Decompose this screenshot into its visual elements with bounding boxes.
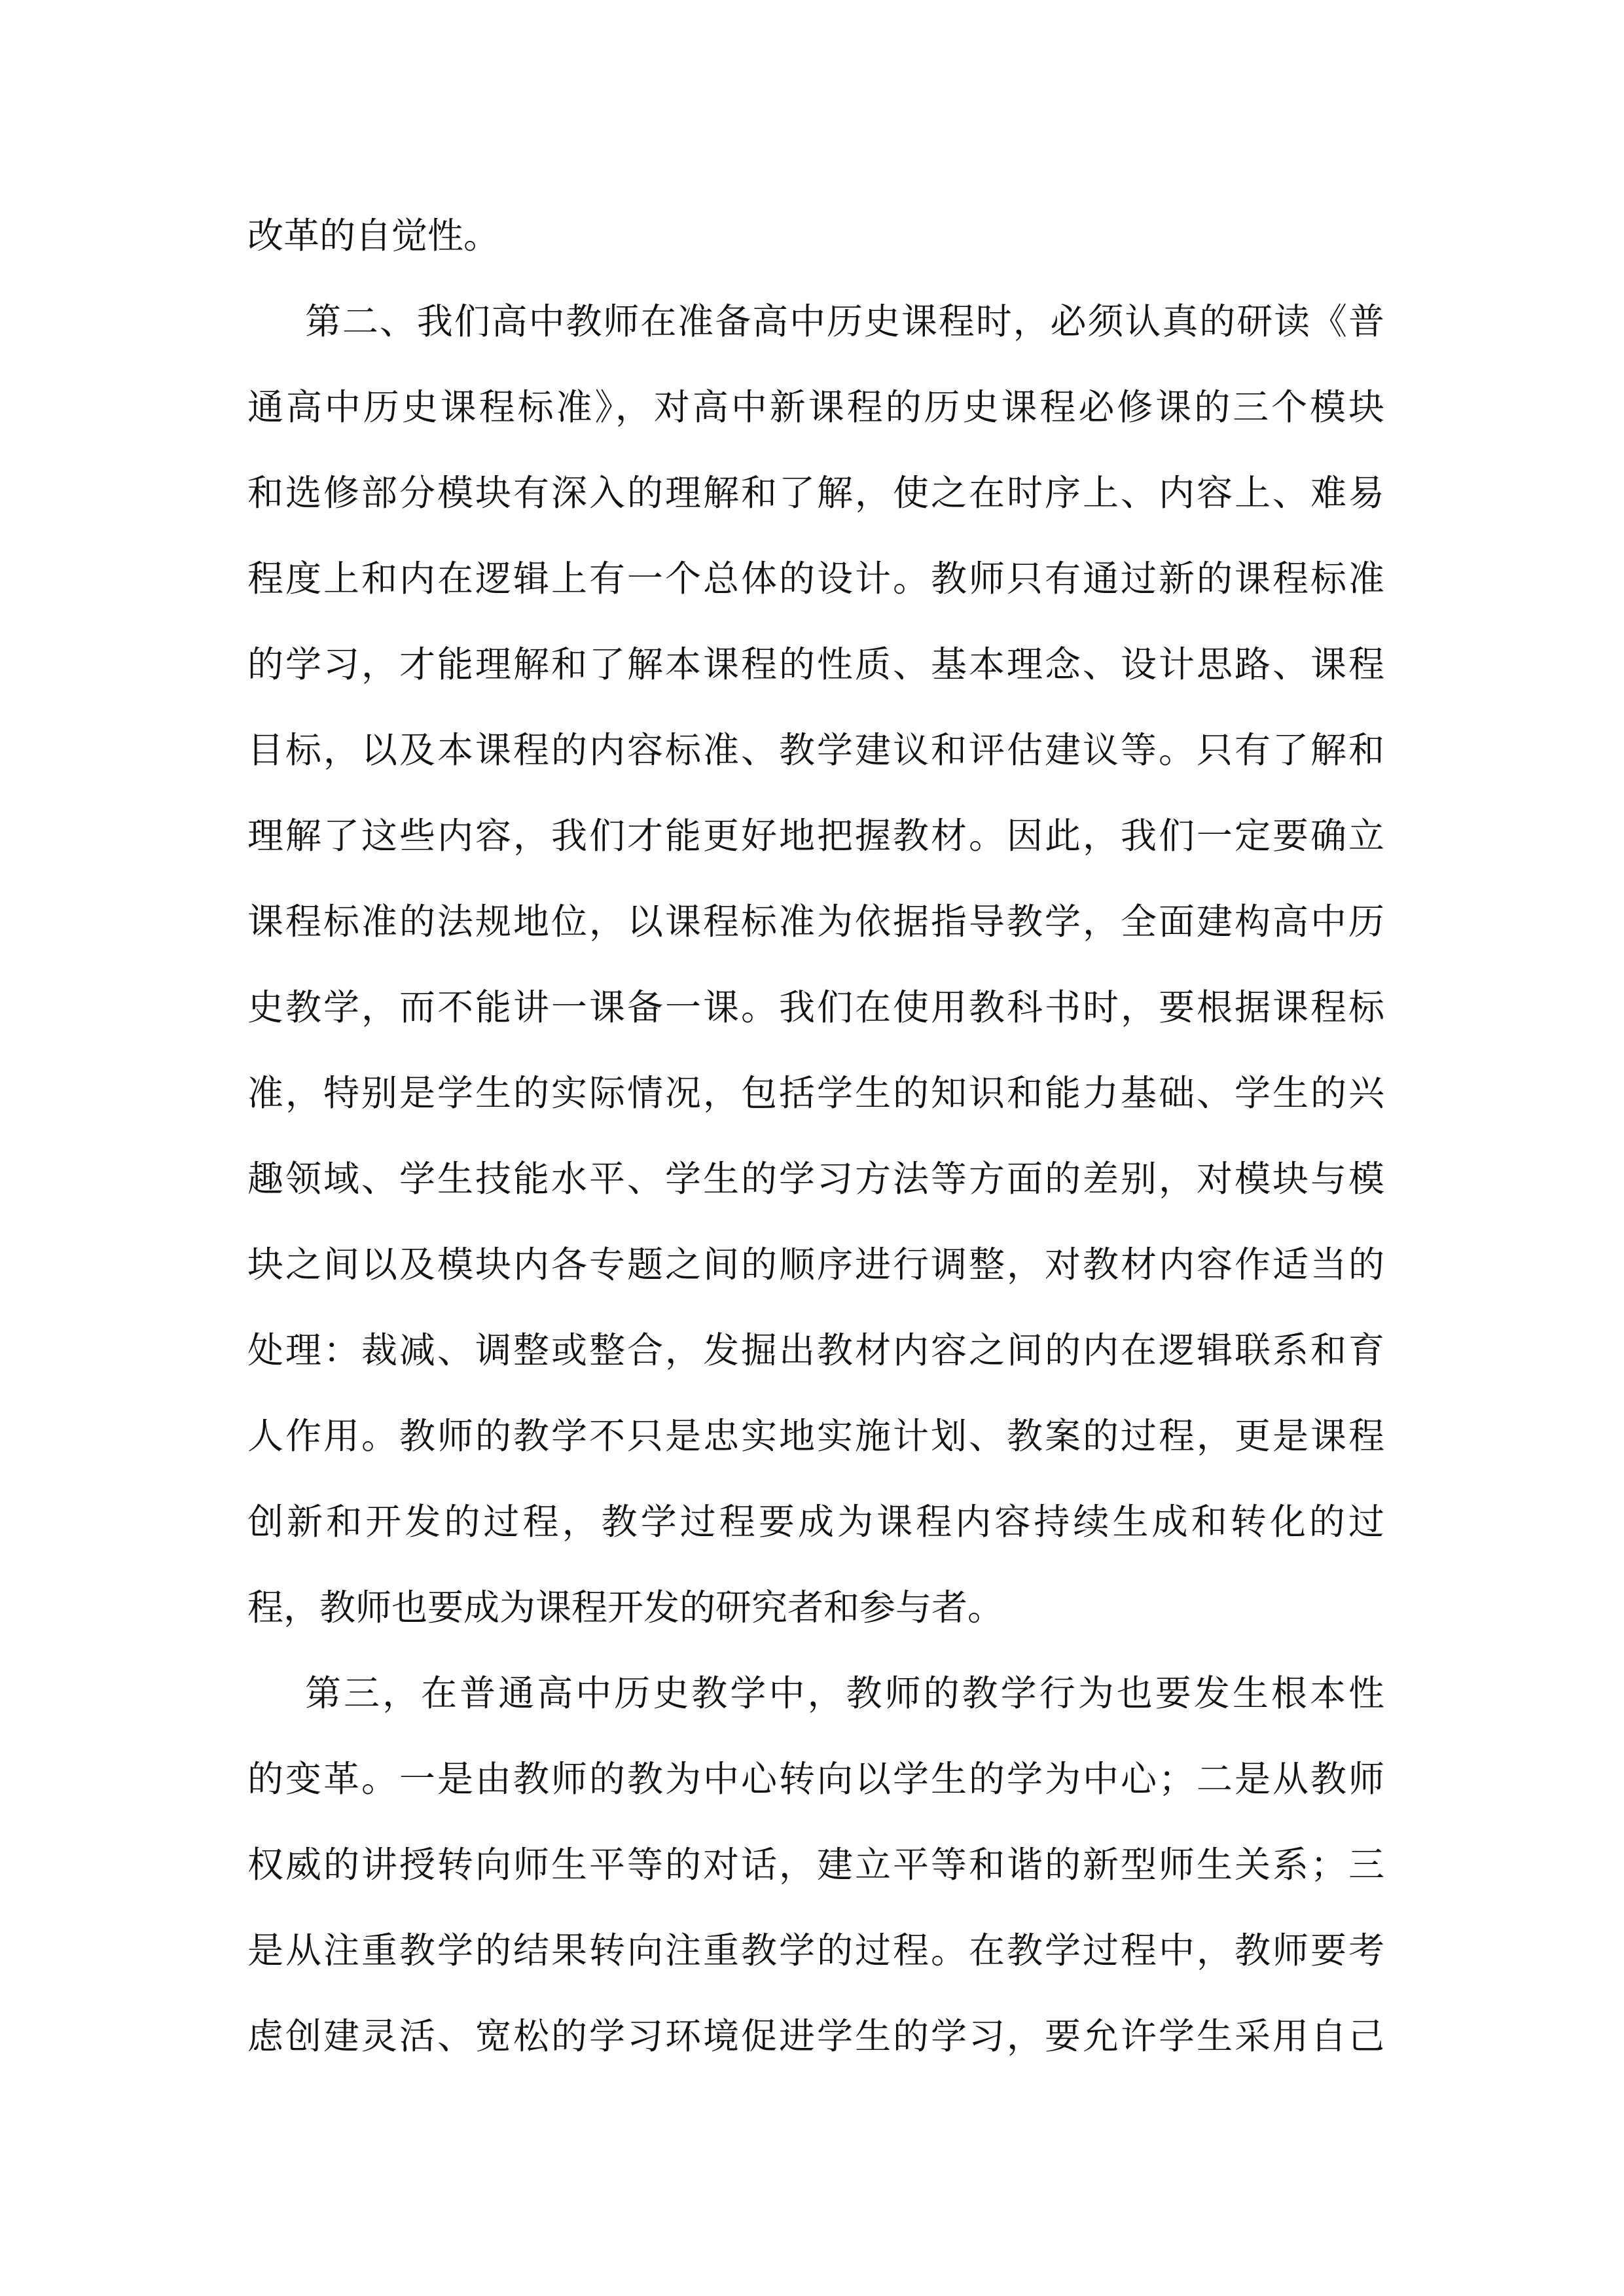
text-line: 是从注重教学的结果转向注重教学的过程。在教学过程中，教师要考 (247, 1929, 1384, 1971)
text-line: 块之间以及模块内各专题之间的顺序进行调整，对教材内容作适当的 (247, 1244, 1384, 1285)
text-line: 和选修部分模块有深入的理解和了解，使之在时序上、内容上、难易 (247, 472, 1384, 514)
text-line: 虑创建灵活、宽松的学习环境促进学生的学习，要允许学生采用自己 (247, 2015, 1384, 2057)
text-line: 课程标准的法规地位，以课程标准为依据指导教学，全面建构高中历 (247, 901, 1384, 942)
text-line: 处理：裁减、调整或整合，发掘出教材内容之间的内在逻辑联系和育 (247, 1329, 1384, 1371)
paragraph-3 (247, 1651, 1384, 2079)
text-line: 程，教师也要成为课程开发的研究者和参与者。 (247, 1587, 1004, 1628)
text-line: 的变革。一是由教师的教为中心转向以学生的学为中心；二是从教师 (247, 1758, 1384, 1800)
text-line: 程度上和内在逻辑上有一个总体的设计。教师只有通过新的课程标准 (247, 558, 1384, 600)
text-line: 第三，在普通高中历史教学中，教师的教学行为也要发生根本性 (305, 1672, 1384, 1714)
text-line: 趣领域、学生技能水平、学生的学习方法等方面的差别，对模块与模 (247, 1158, 1384, 1200)
text-line: 权威的讲授转向师生平等的对话，建立平等和谐的新型师生关系；三 (247, 1844, 1384, 1886)
paragraph-2 (247, 279, 1384, 1651)
text-line: 的学习，才能理解和了解本课程的性质、基本理念、设计思路、课程 (247, 643, 1384, 685)
text-line: 目标，以及本课程的内容标准、教学建议和评估建议等。只有了解和 (247, 729, 1384, 771)
text-line: 改革的自觉性。 (247, 215, 500, 257)
text-line: 通高中历史课程标准》，对高中新课程的历史课程必修课的三个模块 (247, 386, 1384, 428)
text-line: 史教学，而不能讲一课备一课。我们在使用教科书时，要根据课程标 (247, 986, 1384, 1028)
body-text (247, 193, 1384, 2079)
text-line: 准，特别是学生的实际情况，包括学生的知识和能力基础、学生的兴 (247, 1072, 1384, 1114)
text-line: 理解了这些内容，我们才能更好地把握教材。因此，我们一定要确立 (247, 815, 1384, 857)
text-line: 人作用。教师的教学不只是忠实地实施计划、教案的过程，更是课程 (247, 1415, 1384, 1457)
text-line: 第二、我们高中教师在准备高中历史课程时，必须认真的研读《普 (305, 300, 1384, 342)
text-line: 创新和开发的过程，教学过程要成为课程内容持续生成和转化的过 (247, 1501, 1384, 1543)
paragraph-1 (247, 193, 1384, 279)
